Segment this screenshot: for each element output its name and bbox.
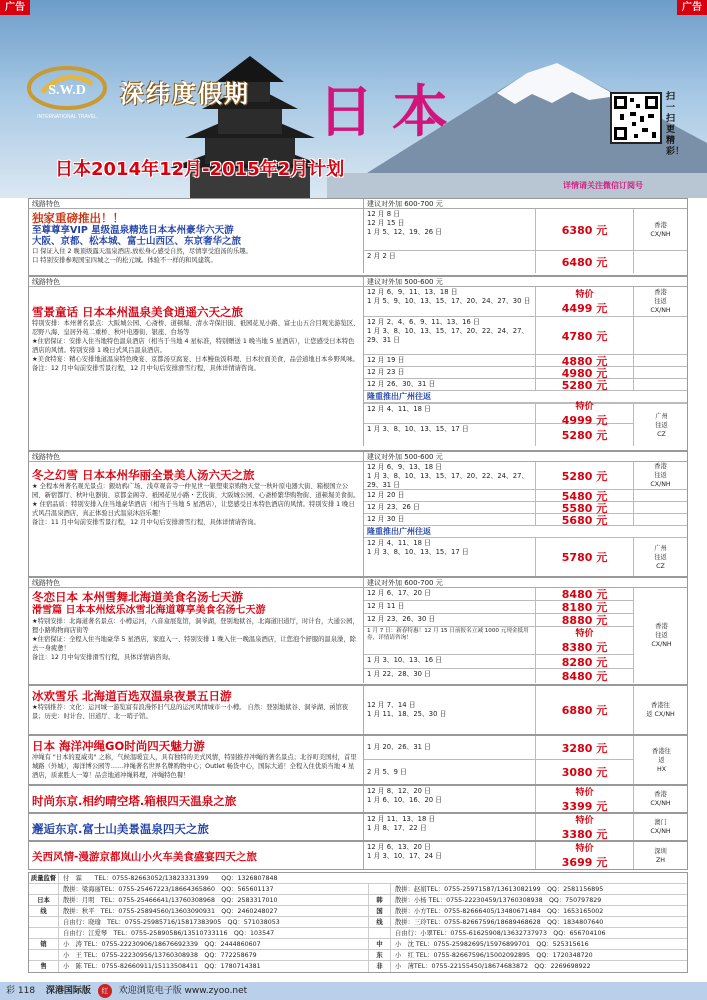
price-value: 5280 元 (561, 469, 608, 483)
tour-price (536, 655, 634, 668)
departure-dates: 12 月 23 日 (364, 367, 536, 378)
tour-title: 邂逅东京.富士山美景温泉四天之旅 (32, 822, 209, 836)
price-table (363, 736, 687, 784)
price-value: 8480 元 (561, 670, 608, 683)
price-value: 5480 元 (561, 489, 608, 503)
price-value: 3280 元 (561, 741, 608, 755)
price-value: 5280 元 (561, 378, 608, 392)
departure-dates: 12 月 8 日 12 月 15 日 1 月 5、12、19、26 日 (364, 209, 536, 250)
departure-dates: 1 月 22、28、30 日 (364, 669, 536, 683)
special-price-label: 特价 (575, 844, 594, 854)
contact-row: 线 散拼：秋平 TEL：0755-25894560/13603090931 QQ：2460248027 国 散拼：小方TEL：0755-82666405/13480671484 QQ：1653165002 (29, 906, 687, 917)
destination-title: 日本 (318, 79, 466, 145)
tour-description: ★特别安排：北海道著名景点：小樽运河，八音盒展览馆，洞爷湖，登别地狱谷，北海道旧道厅，时计台，大通公园，狸小路购物商店街等 (32, 618, 359, 634)
departure-city: 香港往 返 HX (652, 747, 671, 773)
departure-dates: 2 月 5、9 日 (364, 760, 536, 784)
departure-city: 香港 往返 CX/NH (650, 289, 671, 314)
tour-price (536, 627, 634, 654)
departure-city: 广州 往返 CZ (654, 544, 667, 570)
ad-label-right: 广告 (677, 0, 707, 15)
price-value: 3380 元 (561, 827, 608, 841)
contact-row: 散拼：梁海丽TEL：0755-25467223/18664365860 QQ：565601137 散拼：赵娟TEL：0755-25971587/13613082199 QQ：2581156895 (29, 884, 687, 895)
price-table (363, 462, 687, 576)
tour-title: 雪景童话 日本本州温泉美食逍遥六天之旅 (32, 305, 244, 319)
departure-dates: 1 月 3、8、10、13、15、17 日 (364, 424, 536, 446)
guangzhou-banner: 隆重推出广州往返 (364, 391, 687, 403)
tour-headline: 独家重磅推出！！ (32, 211, 124, 225)
plan-title: 日本2014年12月-2015年2月计划 (55, 159, 345, 180)
contact-row: 自由行：晓瑜 TEL：0755-25985716/15817383905 QQ：571038053 线 散拼：三玲TEL：0755-82667596/18689468628 QQ：1834807640 (29, 917, 687, 928)
tour-price (536, 379, 634, 390)
tour-price (536, 686, 634, 734)
tour-description: ★住宿保证：全程入住当地豪华 5 星酒店，家庭入一、特别安排 1 晚入住一晚温泉酒店，让您泡个舒服的温泉澡，除去一身疲惫！ (32, 636, 356, 652)
tour-headline-3: 大阪、京都、松本城、富士山西区、东京奢华之旅 (32, 236, 242, 247)
tour-price (536, 251, 634, 273)
departure-city: 澳门 CX/NH (650, 819, 671, 835)
departure-dates: 12 月 19 日 (364, 355, 536, 366)
special-price-label: 特价 (575, 402, 594, 412)
price-table (363, 287, 687, 446)
price-value: 3699 元 (561, 856, 608, 869)
price-value: 8380 元 (561, 641, 608, 654)
tour-description: 冲绳有 "日本的夏威夷" 之称，气候温暖宜人，具有独特的美式风情，特别推荐冲绳的著名景点；北谷町美国村，首里城路（外城），海洋博公园等……冲绳著名世界名牌购物中心；Outlet 畅货中心，国际大道！全程入住优质当地 4 星酒店，质素胜人一筹！品尝地道冲绳料理，冲绳特色餐！ (32, 754, 357, 779)
company-logo (22, 62, 112, 124)
section-header-left: 线路特色 (32, 278, 60, 286)
tour-title: 时尚东京.相约晴空塔.箱根四天温泉之旅 (32, 794, 237, 808)
departure-dates: 1 月 3、10、13、16 日 (364, 655, 536, 668)
price-value: 5780 元 (561, 551, 608, 564)
tour-description: ★住宿保证：安排入住当地特色温泉酒店（相当于当地 4 星标准，特别赠送 1 晚当地 5 星酒店），让您感受日本特色酒店的风情。特别安排 1 晚日式风吕温泉酒店。 (32, 338, 355, 354)
section-header-right: 建议对外加 600-700 元 (363, 199, 687, 208)
departure-dates: 12 月 23、26、30 日 (364, 614, 536, 626)
price-value: 8480 元 (561, 588, 608, 601)
tour-description: 备注：11 月中旬前安排雪景行程，12 月中旬后安排滑雪行程，具体详情请咨询。 (32, 519, 260, 526)
departure-dates: 12 月 7、14 日 1 月 11、18、25、30 日 (364, 686, 536, 734)
departure-dates: 2 月 2 日 (364, 251, 536, 273)
tour-description: ★特别推荐：文化：运河城一游览富有浪漫怀旧气息的运河风情城市一小樽。 自然：登别地狱谷、洞爷湖、函馆夜景；历史：时计台、旧道厅、北一哨子馆。 (32, 704, 349, 720)
price-table (363, 842, 687, 869)
departure-dates: 12 月 20 日 (364, 490, 536, 501)
tour-description: 特别安排：本州著名景点：大阪城公园、心斋桥、道顿堀、清水寺保旧街、祇园花见小路、富士山五合目观光游览区、忍野八海、皇居外苑二重桥、秋叶电器街、银座、台场等 (32, 320, 360, 336)
tour-price (536, 842, 634, 869)
contact-row: 质量监督 付 霖 TEL：0755-82663052/13823331399 QQ：1326807848 (29, 873, 687, 884)
departure-city: 香港 往返 CX/NH (650, 463, 671, 488)
price-value: 8180 元 (561, 601, 608, 614)
tour-title: 冬恋日本 本州雪舞北海道美食名汤七天游 (32, 590, 244, 604)
page-number: 彩 118 (6, 986, 36, 996)
wechat-caption: 详情请关注微信订阅号 (563, 181, 643, 190)
departure-dates: 12 月 26、30、31 日 (364, 379, 536, 390)
tour-section-7 (28, 785, 688, 813)
price-value: 8280 元 (561, 655, 608, 669)
price-value: 5580 元 (561, 501, 608, 515)
price-value: 6380 元 (561, 223, 608, 237)
departure-dates: 1 月 20、26、31 日 (364, 736, 536, 759)
departure-city: 香港 CX/NH (650, 791, 671, 807)
price-table (363, 588, 687, 683)
tour-price (536, 317, 634, 354)
tour-section-3 (28, 451, 688, 577)
price-value: 4980 元 (561, 366, 608, 380)
tour-price (536, 814, 634, 840)
tour-price (536, 462, 634, 489)
tour-section-2 (28, 276, 688, 451)
contact-row: 小 王 TEL：0755-22230956/13760308938 QQ：772258679 东 小 红 TEL：0755-82667596/15002092895 QQ：1720348720 (29, 950, 687, 961)
newspaper-name: 深港国际版 (45, 986, 91, 996)
tour-section-5 (28, 685, 688, 735)
departure-city: 香港往 返 CX/NH (646, 702, 675, 718)
tour-description: 备注：12 月中旬安排滑雪行程，具体详情请咨询。 (32, 654, 175, 661)
section-header-right: 建议对外加 500-600 元 (363, 277, 687, 286)
contacts-table (28, 872, 688, 973)
section-header-left: 线路特色 (32, 579, 60, 587)
price-value: 5680 元 (561, 513, 608, 527)
price-value: 6480 元 (561, 256, 608, 269)
qr-code-icon[interactable] (610, 92, 662, 144)
contact-row: 自由行：江爱琴 TEL：0755-25890586/13510733116 QQ：103547 自由行：小翠TEL：0755-61625908/13632737973 QQ：656704106 (29, 928, 687, 939)
departure-dates: 12 月 2、4、6、9、11、13、16 日 1 月 3、8、10、13、15、17、20、22、24、27、29、31 日 (364, 317, 536, 354)
tour-price (536, 514, 634, 525)
tour-description: ★ 住宿品质：特别安排入住当地豪华酒店（相当于当地 5 星酒店），让您感受日本特色酒店的风情。特别安排 1 晚日式风吕温泉酒店，真正体验日式温泉沐浴乐趣！ (32, 501, 355, 517)
tour-section-4 (28, 577, 688, 685)
tour-section-9 (28, 841, 688, 870)
departure-dates: 12 月 11 日 (364, 601, 536, 613)
tour-price (536, 614, 634, 626)
section-header-left: 线路特色 (32, 453, 60, 461)
departure-dates: 12 月 6、17、20 日 (364, 588, 536, 600)
special-price-label: 特价 (575, 629, 594, 639)
price-value: 6880 元 (561, 704, 608, 717)
price-table (363, 786, 687, 812)
price-value: 4880 元 (561, 354, 608, 368)
brand-name: 深纬度假期 (120, 80, 250, 108)
ad-label-left: 广告 (0, 0, 30, 15)
tour-price (536, 424, 634, 446)
departure-city: 香港 往返 CX/NH (651, 623, 672, 648)
tour-price (536, 538, 634, 576)
guangzhou-banner: 隆重推出广州往返 (364, 526, 687, 538)
tour-section-1 (28, 198, 688, 276)
tour-price (536, 209, 634, 250)
price-value: 8880 元 (561, 614, 608, 627)
contact-row: 售 小 陈 TEL：0755-82660911/15113508411 QQ：1780714381 非 小 薄TEL：0755-22155450/18674683872 QQ：2269698922 (29, 961, 687, 972)
departure-city: 香港 CX/NH (650, 221, 671, 238)
departure-dates: 12 月 23、26 日 (364, 502, 536, 513)
tour-price (536, 786, 634, 812)
section-header-right: 建议对外加 500-600 元 (363, 452, 687, 461)
tour-description: ★ 全程本州著名观光景点：銀幼鸦广场、浅草观音寺一仲见世一银塑東京购物天堂一秋叶原电器大街、箱根国立公园、新宿都厅、秋叶电器街、京都金阁寺、祇园花见小路・艺伎街、大阪城公园、心斋桥繁华购物街、道顿堀美食街。 (32, 483, 360, 499)
departure-city: 深圳 ZH (654, 847, 667, 864)
tour-section-8 (28, 813, 688, 841)
contact-row: 销 小 涛 TEL：0755-22230906/18676692339 QQ：244486060​7 中 小 沈 TEL：0755-25982695/15976899701 QQ：525315616 (29, 939, 687, 950)
price-value: 4999 元 (561, 414, 608, 427)
page-footer (0, 982, 707, 1000)
departure-dates: 12 月 6、9、13、18 日 1 月 3、8、10、13、15、17、20、22、24、27、29、31 日 (364, 462, 536, 489)
departure-dates: 12 月 6、9、11、13、18 日 1 月 5、9、10、13、15、17、20、24、27、30 日 (364, 287, 536, 316)
tour-price (536, 287, 634, 316)
price-table (363, 686, 687, 734)
tour-title: 冬之幻雪 日本本州华丽全景美人汤六天之旅 (32, 468, 255, 482)
tour-note: 口 保证入住 2 晚顶级露天温泉酒店,放松身心感受自然，尽情享受泡汤的乐趣。 (32, 248, 252, 255)
qr-scan-caption: 扫一扫更精彩！ (666, 92, 685, 157)
tour-description: 备注：12 月中旬前安排雪景行程，12 月中旬后安排滑雪行程，具体详情请咨询。 (32, 365, 260, 372)
departure-dates: 12 月 8、12、20 日 1 月 6、10、16、20 日 (364, 786, 536, 812)
departure-city (634, 317, 687, 354)
price-table (363, 814, 687, 840)
special-price-label: 特价 (575, 787, 594, 798)
special-price-label: 特价 (575, 290, 594, 300)
tour-title: 关西风情-漫游京都岚山小火车美食盛宴四天之旅 (32, 851, 257, 863)
departure-city (634, 251, 687, 273)
price-value: 4780 元 (561, 329, 608, 343)
tour-price (536, 736, 634, 759)
departure-dates: 12 月 4、11、18 日 (364, 404, 536, 423)
departure-dates: 12 月 30 日 (364, 514, 536, 525)
tour-section-6 (28, 735, 688, 785)
departure-dates: 1 月 7 日：新春特惠！12 月 15 日前报名立减 1000 元现金抵用券，详情请咨询！ (364, 627, 536, 654)
price-value: 3080 元 (561, 766, 608, 779)
tour-price (536, 760, 634, 784)
price-value: 3399 元 (561, 799, 608, 813)
departure-dates: 12 月 6、13、20 日 1 月 3、10、17、24 日 (364, 842, 536, 869)
tour-title-ski: 滑雪篇 日本本州炫乐冰雪北海道尊享美食名汤七天游 (32, 605, 266, 616)
contact-row: 日本 散拼：月明 TEL：0755-25466641/13760308968 QQ：2583317010 韩 散拼：小杨 TEL：0755-22230459/13760308938 QQ：750797829 (29, 895, 687, 906)
departure-dates: 12 月 4、11、18 日 1 月 3、8、10、13、15、17 日 (364, 538, 536, 576)
tour-title: 冰欢雪乐 北海道百选双温泉夜景五日游 (32, 689, 232, 703)
section-header-left: 线路特色 (32, 200, 60, 208)
special-price-label: 特价 (575, 815, 594, 826)
tour-description: ★美食特宴：精心安排地道温泉特色晚宴、京都汤豆腐宴、日本鳗鱼饭料理、日本拉面美食，品尝道地日本乡野风味。 (32, 356, 359, 363)
tour-note: 口 特别安排参观国宝四城之一的松元城。体验不一样的和风建筑。 (32, 257, 217, 264)
price-value: 5280 元 (561, 429, 608, 442)
price-value: 4499 元 (561, 302, 608, 315)
tour-price (536, 402, 634, 427)
tour-headline-2: 至尊尊享VIP 星级温泉精选日本本州豪华六天游 (32, 225, 234, 236)
departure-dates: 12 月 11、13、18 日 1 月 8、17、22 日 (364, 814, 536, 840)
section-header-right: 建议对外加 600-700 元 (363, 578, 687, 587)
website-link[interactable]: 欢迎浏览电子版 www.zyoo.net (118, 986, 248, 996)
tour-price (536, 669, 634, 683)
hero-banner (0, 0, 707, 198)
tour-title: 日本 海洋冲绳GO时尚四天魅力游 (32, 739, 205, 753)
price-table (363, 209, 687, 273)
newspaper-logo-icon: 红 (98, 984, 112, 998)
logo-text: S.W.D (48, 83, 86, 98)
logo-subtext: INTERNATIONAL TRAVEL (37, 114, 97, 120)
departure-city: 广州 往返 CZ (655, 412, 668, 438)
